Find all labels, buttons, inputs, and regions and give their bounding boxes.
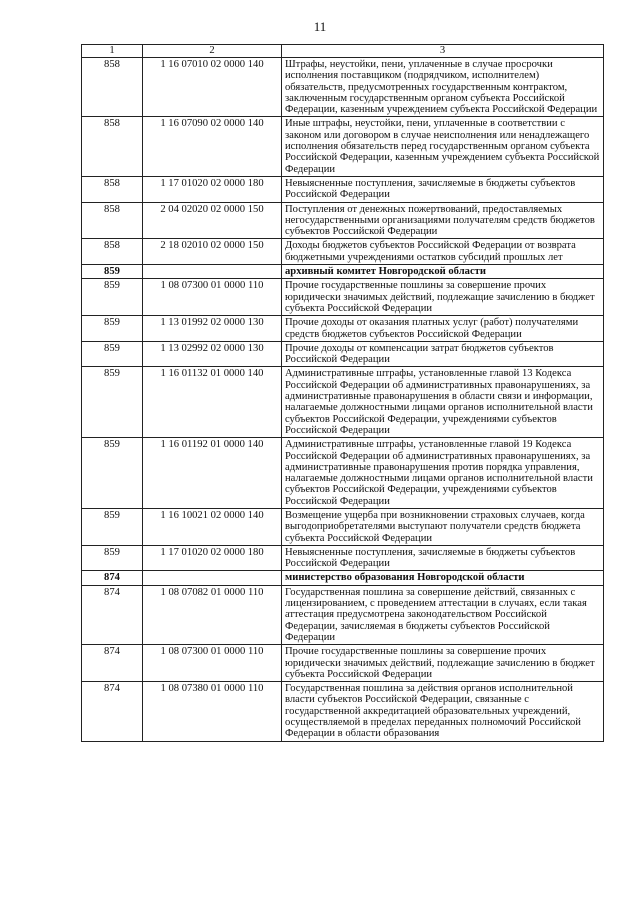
budget-code-cell: 1 08 07082 01 0000 110 — [143, 585, 282, 644]
table-row — [82, 279, 604, 316]
budget-code-cell: 1 16 07090 02 0000 140 — [143, 117, 282, 176]
table-row — [82, 316, 604, 342]
row-number-cell: 859 — [82, 508, 143, 545]
table-row — [82, 438, 604, 509]
column-header-1: 1 — [82, 45, 143, 58]
description-cell: Государственная пошлина за совершение действий, связанных с лицензированием, с проведением аттестации в случаях, если такая аттестация предусмотрена законодательством Российской Федерации, зачисляемая в бюджеты субъектов Российской Федерации — [282, 585, 604, 644]
table-row — [82, 682, 604, 741]
budget-code-cell: 1 17 01020 02 0000 180 — [143, 545, 282, 571]
row-number-cell: 874 — [82, 645, 143, 682]
row-number-cell: 859 — [82, 341, 143, 367]
budget-code-cell: 1 17 01020 02 0000 180 — [143, 176, 282, 202]
budget-code-cell: 1 16 07010 02 0000 140 — [143, 58, 282, 117]
budget-code-cell: 1 13 02992 02 0000 130 — [143, 341, 282, 367]
description-cell: Невыясненные поступления, зачисляемые в бюджеты субъектов Российской Федерации — [282, 176, 604, 202]
department-heading-row — [82, 571, 604, 585]
description-cell: Административные штрафы, установленные главой 13 Кодекса Российской Федерации об административных правонарушениях, за административные правонарушения в области связи и информации, налагаемые должностными лицами органов исполнительной власти субъектов Российской Федерации, учреждениями субъектов Российской Федерации — [282, 367, 604, 438]
department-heading-row — [82, 265, 604, 279]
description-cell: Прочие государственные пошлины за совершение прочих юридически значимых действий, подлежащие зачислению в бюджет субъекта Российской Федерации — [282, 645, 604, 682]
table-row — [82, 585, 604, 644]
row-number-cell: 858 — [82, 176, 143, 202]
budget-code-cell — [143, 571, 282, 585]
budget-code-cell: 1 16 10021 02 0000 140 — [143, 508, 282, 545]
table-row — [82, 176, 604, 202]
description-cell: Доходы бюджетов субъектов Российской Федерации от возврата бюджетными учреждениями остатков субсидий прошлых лет — [282, 239, 604, 265]
description-cell: Прочие доходы от компенсации затрат бюджетов субъектов Российской Федерации — [282, 341, 604, 367]
row-number-cell: 859 — [82, 438, 143, 509]
description-cell: Прочие государственные пошлины за совершение прочих юридически значимых действий, подлежащие зачислению в бюджет субъекта Российской Федерации — [282, 279, 604, 316]
description-cell: Иные штрафы, неустойки, пени, уплаченные в соответствии с законом или договором в случае неисполнения или ненадлежащего исполнения обязательств перед государственным органом субъекта Российской Федерации, казенным учреждением субъекта Российской Федерации — [282, 117, 604, 176]
description-cell: Прочие доходы от оказания платных услуг (работ) получателями средств бюджетов субъектов Российской Федерации — [282, 316, 604, 342]
budget-code-cell: 1 08 07380 01 0000 110 — [143, 682, 282, 741]
table-row — [82, 367, 604, 438]
description-cell: Возмещение ущерба при возникновении страховых случаев, когда выгодоприобретателями выступают получатели средств бюджета субъекта Российской Федерации — [282, 508, 604, 545]
budget-code-cell: 2 04 02020 02 0000 150 — [143, 202, 282, 239]
table-row — [82, 645, 604, 682]
budget-code-cell: 2 18 02010 02 0000 150 — [143, 239, 282, 265]
description-cell: Поступления от денежных пожертвований, предоставляемых негосударственными организациями получателям средств бюджетов субъектов Российской Федерации — [282, 202, 604, 239]
row-number-cell: 858 — [82, 202, 143, 239]
row-number-cell: 859 — [82, 545, 143, 571]
row-number-cell: 859 — [82, 316, 143, 342]
row-number-cell: 874 — [82, 571, 143, 585]
row-number-cell: 858 — [82, 117, 143, 176]
row-number-cell: 859 — [82, 279, 143, 316]
budget-code-cell — [143, 265, 282, 279]
table-row — [82, 117, 604, 176]
budget-code-cell: 1 13 01992 02 0000 130 — [143, 316, 282, 342]
table-header-row — [82, 45, 604, 58]
table-row — [82, 202, 604, 239]
table-row — [82, 58, 604, 117]
table-row — [82, 508, 604, 545]
description-cell: Государственная пошлина за действия органов исполнительной власти субъектов Российской Федерации, связанные с государственной аккредитацией образовательных учреждений, осуществляемой в пределах переданных полномочий Российской Федерации в области образования — [282, 682, 604, 741]
description-cell: архивный комитет Новгородской области — [282, 265, 604, 279]
budget-code-cell: 1 08 07300 01 0000 110 — [143, 645, 282, 682]
table-row — [82, 239, 604, 265]
revenue-codes-table — [81, 44, 604, 742]
column-header-3: 3 — [282, 45, 604, 58]
description-cell: Невыясненные поступления, зачисляемые в бюджеты субъектов Российской Федерации — [282, 545, 604, 571]
page-number: 11 — [313, 19, 327, 34]
description-cell: Штрафы, неустойки, пени, уплаченные в случае просрочки исполнения поставщиком (подрядчиком, исполнителем) обязательств, предусмотренных государственным контрактом, заключенным государственным органом субъекта Российской Федерации, казенным учреждением субъекта Российской Федерации — [282, 58, 604, 117]
table-body — [82, 58, 604, 742]
description-cell: министерство образования Новгородской области — [282, 571, 604, 585]
row-number-cell: 858 — [82, 58, 143, 117]
row-number-cell: 874 — [82, 585, 143, 644]
budget-code-cell: 1 08 07300 01 0000 110 — [143, 279, 282, 316]
row-number-cell: 859 — [82, 265, 143, 279]
row-number-cell: 859 — [82, 367, 143, 438]
budget-code-cell: 1 16 01192 01 0000 140 — [143, 438, 282, 509]
table-row — [82, 545, 604, 571]
row-number-cell: 858 — [82, 239, 143, 265]
column-header-2: 2 — [143, 45, 282, 58]
description-cell: Административные штрафы, установленные главой 19 Кодекса Российской Федерации об административных правонарушениях, за административные правонарушения против порядка управления, налагаемые должностными лицами органов исполнительной власти субъектов Российской Федерации, учреждениями субъектов Российской Федерации — [282, 438, 604, 509]
row-number-cell: 874 — [82, 682, 143, 741]
table-row — [82, 341, 604, 367]
budget-code-cell: 1 16 01132 01 0000 140 — [143, 367, 282, 438]
